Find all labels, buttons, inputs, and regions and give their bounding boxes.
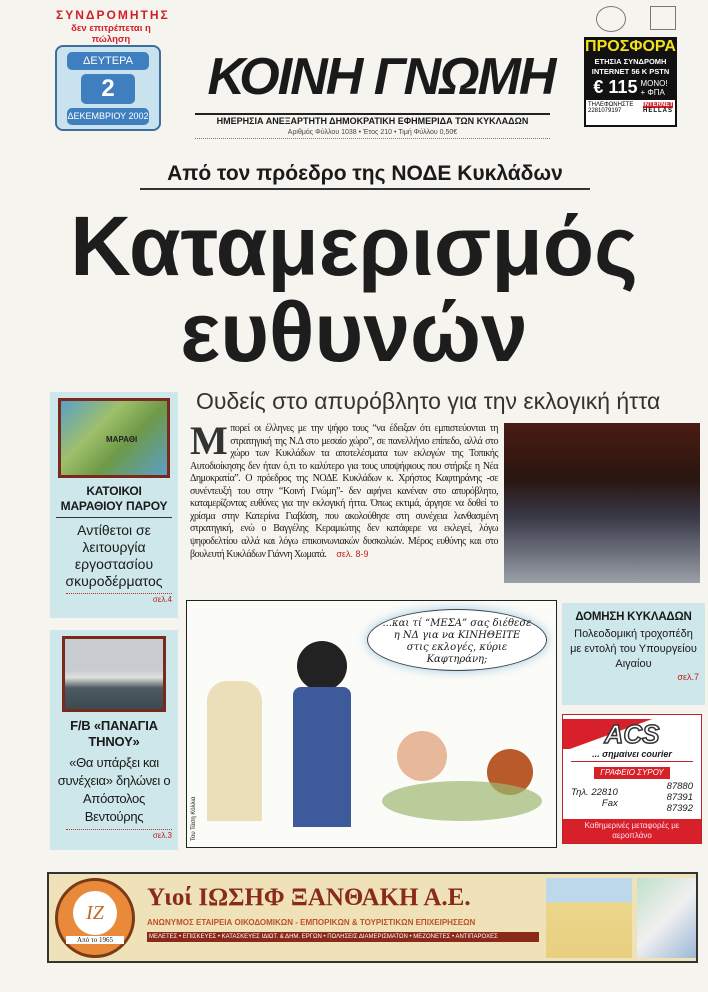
lead-body [190, 418, 498, 562]
drop-cap: Μ [190, 418, 228, 463]
lead-kicker: Από τον πρόεδρο της ΝΟΔΕ Κυκλάδων [140, 162, 590, 190]
ad-company-name: Υιοί ΙΩΣΗΦ ΞΑΝΘΑΚΗ Α.Ε. [147, 884, 471, 911]
lead-page-ref: σελ. 8-9 [336, 549, 369, 559]
ad-logo [55, 878, 135, 958]
acs-fax: 87392 [666, 803, 693, 814]
masthead-title: ΚΟΙΝΗ ΓΝΩΜΗ [207, 48, 555, 106]
map-label: ΜΑΡΑΘΙ [106, 435, 138, 444]
masthead-rule [195, 113, 550, 115]
ad-houses-image [637, 878, 696, 958]
promo-brand2: HELLAS [643, 108, 673, 114]
cartoon-turtles [382, 781, 542, 821]
acs-slogan: ... σημαίνει courier [571, 749, 693, 762]
promo-call: ΤΗΛΕΦΩΝΗΣΤΕ [588, 102, 634, 108]
acs-fax-label: Fax [601, 798, 618, 809]
cartoon-credit: Του Τάση Κόλλια [191, 796, 197, 841]
side-story-panagia-tinou[interactable] [50, 630, 178, 850]
right-box-page-ref: σελ.7 [677, 672, 699, 682]
acs-tel1: 87880 [666, 781, 693, 792]
side-story-marathi[interactable] [50, 392, 178, 618]
subscriber-note: δεν επιτρέπεται η πώληση [71, 23, 151, 45]
cartoon-figure-man [397, 731, 447, 781]
map-image [58, 398, 170, 478]
acs-logo: ACS [563, 719, 701, 749]
ad-logo-letters: IZ [73, 891, 117, 935]
side2-heading: F/B «ΠΑΝΑΓΙΑ ΤΗΝΟΥ» [70, 718, 158, 749]
acs-office: ΓΡΑΦΕΙΟ ΣΥΡΟΥ [594, 767, 669, 779]
masthead-tagline: ΗΜΕΡΗΣΙΑ ΑΝΕΞΑΡΤΗΤΗ ΔΗΜΟΚΡΑΤΙΚΗ ΕΦΗΜΕΡΙΔΑ ΤΩΝ ΚΥΚΛΑΔΩΝ [216, 116, 529, 126]
right-box-heading: ΔΟΜΗΣΗ ΚΥΚΛΑΔΩΝ [575, 611, 692, 623]
internet-promo [584, 37, 677, 127]
side1-page-ref: σελ.4 [66, 593, 172, 604]
promo-vat: + ΦΠΑ [640, 87, 665, 97]
side2-page-ref: σελ.3 [66, 829, 172, 840]
speech-bubble: ...και τί “ΜΕΣΑ” σας διέθεσε η ΝΔ για να ΚΙΝΗΘΕΙΤΕ στις εκλογές, κύριε Καφτηράνη; [367, 609, 547, 671]
cartoon-figure [297, 641, 347, 691]
promo-line1: ΕΤΗΣΙΑ ΣΥΝΔΡΟΜΗ [594, 57, 667, 66]
promo-title: ΠΡΟΣΦΟΡΑ [585, 38, 676, 55]
promo-brand1: INTERNET [643, 102, 673, 108]
lead-headline-1: Καταμερισμός [70, 199, 638, 293]
side2-text: «Θα υπάρξει και συνέχεια» δηλώνει ο Απόστολος Βεντούρης [57, 755, 171, 824]
xanthakis-ad [47, 872, 698, 963]
day: 2 [81, 74, 135, 104]
postal-logo-icon [650, 6, 676, 30]
side1-text: Αντίθετοι σε λειτουργία εργοστασίου σκυροδέρματος [65, 522, 163, 589]
postage-stamp-icon [596, 6, 626, 32]
acs-tel2: 87391 [666, 792, 693, 803]
ad-building-image [546, 878, 632, 958]
promo-price: € 115 [593, 77, 638, 97]
lead-headline-2: ευθυνών [180, 285, 528, 379]
promo-phone: 2281079197 [588, 108, 622, 114]
side-story-domisi[interactable] [562, 603, 705, 705]
subscriber-label: ΣΥΝΔΡΟΜΗΤΗΣ [56, 8, 170, 22]
side1-heading: ΚΑΤΟΙΚΟΙ ΜΑΡΑΘΙΟΥ ΠΑΡΟΥ [56, 484, 172, 518]
acs-footer: Καθημερινές μεταφορές με αεροπλάνο [563, 819, 701, 843]
acs-courier-ad [562, 714, 702, 844]
lead-text: πορεί οι έλληνες με την ψήφο τους “να έδειξαν ότι εμπιστεύονται τη στρατηγική της Ν.Δ στο μεσαίο χώρο”, σε πανελλήνιο επίπεδο, αλλά στο χώρο των Κυκλάδων τα αποτελέσματα των εκλογών της Τοπικής Αυτοδιοίκησης δεν ήταν ό,τι το καλύτερο για τους υποψήφιους που στήριξε η Νέα Δημοκρατία”. Ο πρόεδρος της ΝΟΔΕ Κυκλάδων κ. Χρήστος Καφτηράνης -σε συνέντευξή του στην “Κοινή Γνώμη”- δεν αφήνει κανέναν στο απυρόβλητο, καταμερίζοντας ευθύνες για την εκλογική ήττα. Όπως εκτιμά, άργησε να δοθεί το χρίσμα στην Κατερίνα Γιαβάση, που ακολούθησε στη συνέχεια λανθασμένη στρατηγική, ενώ ο Βαγγέλης Κεραμιώτης δεν κατάφερε να εκλεγεί, λόγω ψηφοδελτίου αλλά και λόγω επικοινωνιακών δυσκολιών. Μέρος ευθύνης και στο βουλευτή Κυκλάδων Γιάννη Χωματά. [190, 423, 498, 560]
political-cartoon [186, 600, 557, 848]
promo-only: ΜΟΝΟ! [640, 78, 668, 88]
date-box [55, 45, 161, 131]
lead-subheadline: Ουδείς στο απυρόβλητο για την εκλογική ήττα [196, 388, 661, 414]
promo-line2: INTERNET 56 K PSTN [591, 67, 670, 76]
weekday: ΔΕΥΤΕΡΑ [67, 52, 149, 70]
ship-photo [62, 636, 166, 712]
right-box-text: Πολεοδομική τροχοπέδη με εντολή του Υπουργείου Αιγαίου [570, 628, 697, 670]
lead-photo [504, 423, 700, 583]
acs-tel-label: Τηλ. 22810 [571, 787, 618, 798]
ad-description: ΑΝΩΝΥΜΟΣ ΕΤΑΙΡΕΙΑ ΟΙΚΟΔΟΜΙΚΩΝ - ΕΜΠΟΡΙΚΩΝ & ΤΟΥΡΙΣΤΙΚΩΝ ΕΠΙΧΕΙΡΗΣΕΩΝ [147, 918, 476, 927]
issue-info: Αριθμός Φύλλου 1038 • Έτος 210 • Τιμή Φύλλου 0,50€ [195, 129, 550, 139]
ad-since: Από το 1965 [66, 936, 124, 944]
month-year: ΔΕΚΕΜΒΡΙΟΥ 2002 [67, 108, 149, 125]
cartoon-figure-body [293, 687, 351, 827]
cartoon-figure-reporter [207, 681, 262, 821]
ad-services: ΜΕΛΕΤΕΣ • ΕΠΙΣΚΕΥΕΣ • ΚΑΤΑΣΚΕΥΕΣ ΙΔΙΩΤ. & ΔΗΜ. ΕΡΓΩΝ • ΠΩΛΗΣΕΙΣ ΔΙΑΜΕΡΙΣΜΑΤΩΝ • ΜΕΖΟΝΕΤΕΣ • ΑΝΤΙΠΑΡΟΧΕΣ [147, 932, 539, 942]
